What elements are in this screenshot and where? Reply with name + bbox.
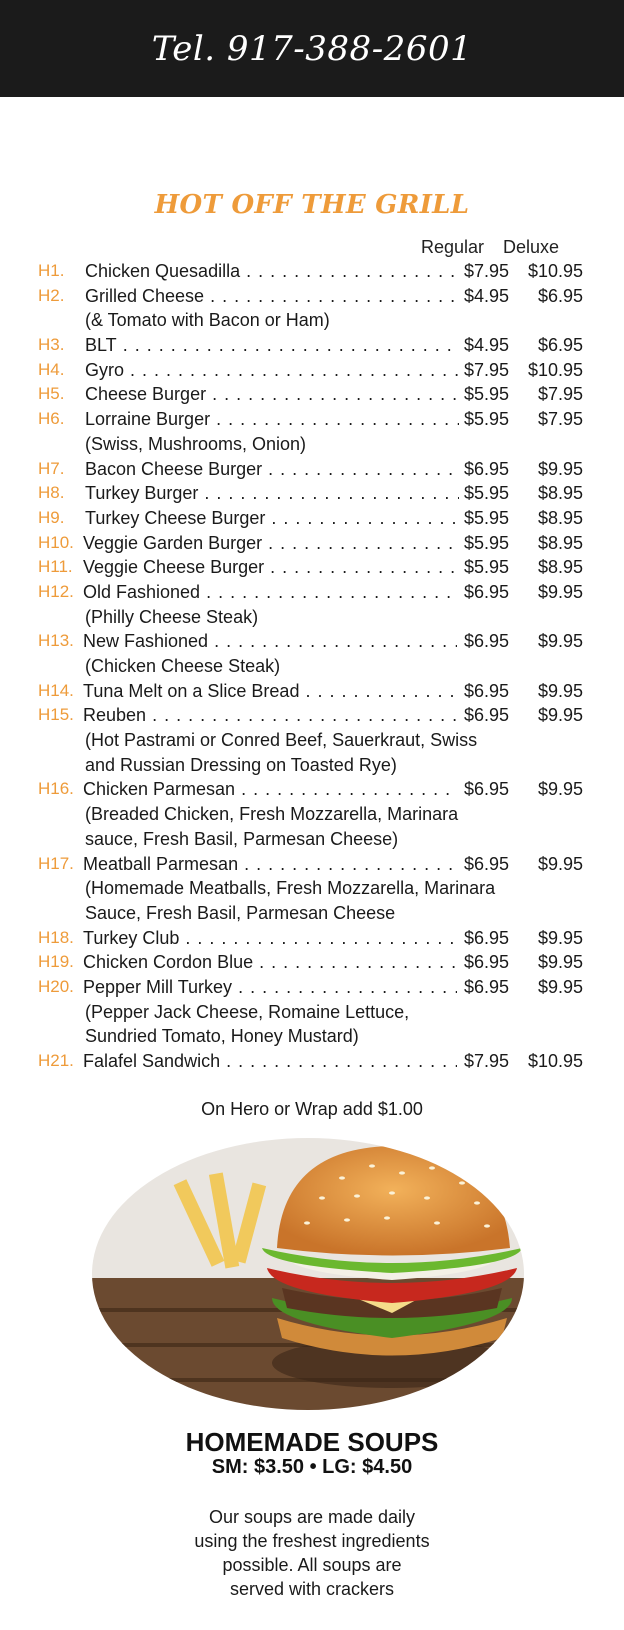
price-deluxe: $9.95 [537,853,583,874]
item-description-row [0,1024,624,1049]
price-regular: $6.95 [463,976,509,997]
item-description: sauce, Fresh Basil, Parmesan Cheese) [85,828,399,849]
item-description-row [0,432,624,457]
price-deluxe: $8.95 [537,532,583,553]
price-deluxe: $9.95 [537,976,583,997]
item-name: Turkey Club [83,927,180,948]
menu-item [0,531,624,556]
menu-item [0,457,624,482]
menu-item [0,852,624,877]
price-deluxe: $9.95 [537,705,583,726]
hero-wrap-note: On Hero or Wrap add $1.00 [201,1099,423,1119]
item-name: Old Fashioned [83,581,201,602]
soups-price: SM: $3.50 • LG: $4.50 [211,1456,413,1478]
item-description: (Hot Pastrami or Conred Beef, Sauerkraut, Swiss [85,730,478,751]
item-description-row [0,728,624,753]
menu-item [0,382,624,407]
price-regular: $6.95 [463,853,509,874]
price-deluxe: $7.95 [537,384,583,405]
price-regular: $7.95 [463,261,509,281]
price-regular: $4.95 [463,335,509,356]
item-code: H20. [38,976,74,996]
item-code: H12. [38,581,74,601]
item-code: H19. [38,952,74,972]
item-description-row [0,308,624,333]
price-regular: $6.95 [463,779,509,800]
menu-item [0,629,624,654]
item-name: Grilled Cheese [85,285,205,306]
price-deluxe: $8.95 [537,557,583,578]
item-name: BLT [85,335,117,356]
price-regular: $6.95 [463,952,509,973]
price-deluxe: $10.95 [527,261,583,281]
item-code: H5. [38,384,65,404]
item-code: H8. [38,483,65,503]
item-code: H15. [38,705,74,725]
price-deluxe: $9.95 [537,631,583,652]
menu-item [0,555,624,580]
item-description: (Homemade Meatballs, Fresh Mozzarella, Marinara [85,878,496,899]
item-description: and Russian Dressing on Toasted Rye) [85,754,397,775]
item-code: H2. [38,285,65,305]
price-deluxe: $8.95 [537,483,583,504]
item-code: H9. [38,507,65,527]
item-code: H18. [38,927,74,947]
soups-title: HOMEMADE SOUPS [185,1427,439,1457]
column-header-regular: Regular [421,237,485,257]
item-name: Chicken Parmesan [83,779,236,800]
item-code: H11. [38,557,73,577]
column-header-deluxe: Deluxe [503,237,560,257]
price-deluxe: $7.95 [537,409,583,430]
item-code: H6. [38,409,65,429]
item-description-row [0,654,624,679]
price-regular: $6.95 [463,680,509,701]
item-name: Turkey Cheese Burger [85,507,266,528]
soups-desc-line: possible. All soups are [222,1555,402,1575]
item-name: Tuna Melt on a Slice Bread [83,680,300,701]
soups-description [0,1505,624,1601]
item-description: (Pepper Jack Cheese, Romaine Lettuce, [85,1001,410,1022]
price-regular: $5.95 [463,409,509,430]
price-regular: $5.95 [463,483,509,504]
price-deluxe: $10.95 [527,359,583,380]
burger-photo [92,1138,524,1410]
menu-item [0,703,624,728]
item-description: (Philly Cheese Steak) [85,606,259,627]
item-description-row [0,802,624,827]
price-deluxe: $9.95 [537,952,583,973]
item-description-row [0,876,624,901]
item-name: Reuben [83,705,147,726]
price-regular: $5.95 [463,532,509,553]
price-regular: $6.95 [463,631,509,652]
item-code: H16. [38,779,74,799]
item-description-row [0,605,624,630]
price-deluxe: $9.95 [537,458,583,479]
price-regular: $6.95 [463,705,509,726]
menu-item [0,333,624,358]
price-regular: $5.95 [463,384,509,405]
item-name: Veggie Cheese Burger [83,557,265,578]
price-deluxe: $9.95 [537,927,583,948]
item-name: Gyro [85,359,125,380]
menu-item [0,950,624,975]
item-code: H17. [38,853,74,873]
item-name: Lorraine Burger [85,409,211,430]
price-regular: $4.95 [463,285,509,306]
price-regular: $5.95 [463,557,509,578]
item-name: Pepper Mill Turkey [83,976,233,997]
menu-item [0,407,624,432]
phone-number[interactable]: Tel. 917-388-2601 [151,28,473,69]
menu-item [0,259,624,284]
item-name: Falafel Sandwich [83,1051,221,1071]
menu-item [0,284,624,309]
item-code: H13. [38,631,74,651]
header-banner [0,0,624,97]
item-code: H14. [38,680,74,700]
item-description-row [0,901,624,926]
menu-item [0,777,624,802]
item-name: Chicken Cordon Blue [83,952,254,973]
price-regular: $6.95 [463,458,509,479]
item-name: Veggie Garden Burger [83,532,263,553]
price-deluxe: $6.95 [537,335,583,356]
menu-item [0,481,624,506]
price-regular: $7.95 [463,359,509,380]
item-code: H3. [38,335,65,355]
item-description-row [0,753,624,778]
item-name: Meatball Parmesan [83,853,239,874]
soups-desc-line: using the freshest ingredients [194,1531,430,1551]
item-code: H7. [38,458,65,478]
item-code: H1. [38,261,65,280]
item-code: H21. [38,1051,74,1070]
price-deluxe: $8.95 [537,507,583,528]
item-name: Chicken Quesadilla [85,261,241,281]
item-description: (Breaded Chicken, Fresh Mozzarella, Marinara [85,804,459,825]
menu-list [0,259,624,1074]
item-description: (& Tomato with Bacon or Ham) [85,310,330,331]
menu-item [0,1049,624,1074]
item-code: H10. [38,532,74,552]
menu-item [0,679,624,704]
item-description-row [0,1000,624,1025]
menu-item [0,926,624,951]
price-regular: $6.95 [463,581,509,602]
price-deluxe: $6.95 [537,285,583,306]
item-code: H4. [38,359,65,379]
item-description: Sundried Tomato, Honey Mustard) [85,1026,359,1047]
item-description: (Swiss, Mushrooms, Onion) [85,433,307,454]
price-deluxe: $9.95 [537,581,583,602]
price-regular: $6.95 [463,927,509,948]
price-regular: $5.95 [463,507,509,528]
price-regular: $7.95 [463,1051,509,1071]
price-deluxe: $10.95 [527,1051,583,1071]
item-description-row [0,827,624,852]
item-name: Turkey Burger [85,483,199,504]
soups-desc-line: served with crackers [229,1579,395,1599]
price-deluxe: $9.95 [537,680,583,701]
menu-item [0,580,624,605]
item-description: (Chicken Cheese Steak) [85,656,281,676]
menu-item [0,975,624,1000]
item-name: Cheese Burger [85,384,207,405]
soups-desc-line: Our soups are made daily [208,1507,416,1527]
item-description: Sauce, Fresh Basil, Parmesan Cheese [85,902,396,923]
price-deluxe: $9.95 [537,779,583,800]
item-name: Bacon Cheese Burger [85,458,263,479]
menu-item [0,506,624,531]
section-title: HOT OFF THE GRILL [154,190,470,220]
menu-item [0,358,624,383]
item-name: New Fashioned [83,631,209,652]
